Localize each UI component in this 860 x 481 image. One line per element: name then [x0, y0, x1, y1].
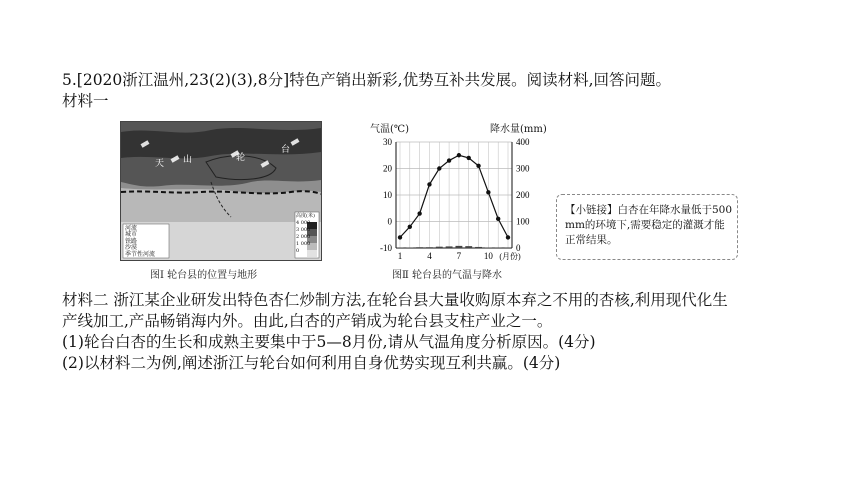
- precipitation-bar: [426, 247, 433, 248]
- map-legend: [125, 226, 155, 258]
- question-header: 5.[2020浙江温州,23(2)(3),8分]特色产销出新彩,优势互补共发展。阅读材料,回答问题。: [62, 71, 672, 89]
- material2-line1: 材料二 浙江某企业研发出特色杏仁炒制方法,在轮台县大量收购原本弃之不用的杏核,利用现代化生: [62, 291, 728, 309]
- left-tick-label: 30: [383, 137, 392, 147]
- right-tick-label: 200: [516, 190, 530, 200]
- left-tick-label: -10: [380, 243, 392, 253]
- right-tick-label: 300: [516, 163, 530, 174]
- temperature-point: [408, 225, 412, 229]
- x-tick-label: 10: [483, 251, 493, 261]
- elevation-level: 1 000: [296, 241, 311, 247]
- precipitation-bar: [446, 246, 453, 248]
- legend-seasonal-river: 季节性河流: [125, 250, 156, 258]
- elevation-title: 高度(米): [296, 213, 315, 219]
- left-tick-label: 10: [383, 190, 392, 200]
- right-tick-label: 100: [516, 216, 530, 227]
- right-tick-label: 0: [516, 243, 521, 253]
- elevation-level: 2 000: [296, 234, 311, 240]
- precipitation-bar: [465, 246, 472, 248]
- elevation-level: 3 000: [296, 227, 311, 233]
- x-tick-label: 1: [397, 251, 403, 261]
- material2-line2: 产线加工,产品畅销海内外。由此,白杏的产销成为轮台县支柱产业之一。: [62, 312, 553, 330]
- elevation-legend: [296, 213, 315, 255]
- figure2-caption: 图Ⅱ 轮台县的气温与降水: [392, 270, 502, 281]
- temperature-point: [476, 164, 480, 168]
- note-box: [556, 194, 738, 260]
- question-1: (1)轮台白杏的生长和成熟主要集中于5—8月份,请从气温角度分析原因。(4分): [62, 333, 596, 351]
- question-2: (2)以材料二为例,阐述浙江与轮台如何利用自身优势实现互利共赢。(4分): [62, 354, 561, 372]
- temperature-point: [447, 158, 451, 162]
- x-tick-label: 4: [427, 251, 432, 261]
- precipitation-bar: [485, 247, 492, 248]
- precipitation-bar: [397, 247, 404, 248]
- temperature-point: [496, 217, 500, 221]
- precipitation-bar: [455, 246, 462, 248]
- legend-river: 河流: [125, 225, 138, 232]
- left-axis-title: 气温(℃): [370, 124, 409, 135]
- terrain-map: [120, 121, 322, 261]
- legend-city: 城市: [125, 231, 138, 239]
- legend-railway: 铁路: [125, 237, 138, 245]
- climate-chart: [360, 120, 550, 270]
- left-tick-label: 20: [383, 163, 392, 174]
- precipitation-bar: [436, 247, 443, 248]
- climate-chart-graphic: [360, 120, 550, 270]
- right-tick-label: 400: [516, 137, 530, 147]
- precipitation-bar: [416, 247, 423, 248]
- temperature-point: [467, 156, 471, 160]
- temperature-point: [398, 235, 402, 239]
- temperature-point: [457, 153, 461, 157]
- map-label-shan: 山: [183, 155, 193, 165]
- map-label-lun: 轮: [236, 153, 246, 163]
- elevation-level: 0: [296, 248, 300, 254]
- x-tick-label: 7: [456, 251, 462, 261]
- temperature-point: [486, 190, 490, 194]
- temperature-point: [506, 235, 510, 239]
- map-label-tian: 天: [155, 159, 165, 169]
- temperature-line: [400, 155, 508, 237]
- material1-label: 材料一: [62, 92, 109, 110]
- temperature-point: [417, 211, 421, 215]
- legend-desert: 沙漠: [125, 244, 138, 252]
- x-unit-label: (月份): [499, 252, 521, 261]
- figure1-caption: 图Ⅰ 轮台县的位置与地形: [150, 270, 258, 281]
- precipitation-bar: [475, 247, 482, 248]
- right-axis-title: 降水量(mm): [490, 124, 547, 135]
- elevation-level: 4 000: [296, 220, 311, 226]
- left-tick-label: 0: [387, 216, 392, 227]
- note-text: 【小链接】白杏在年降水量低于500 mm的环境下,需要稳定的灌溉才能正常结果。: [565, 204, 733, 246]
- map-label-tai: 台: [281, 145, 291, 155]
- temperature-point: [437, 166, 441, 170]
- temperature-point: [427, 182, 431, 186]
- precipitation-bar: [406, 247, 413, 248]
